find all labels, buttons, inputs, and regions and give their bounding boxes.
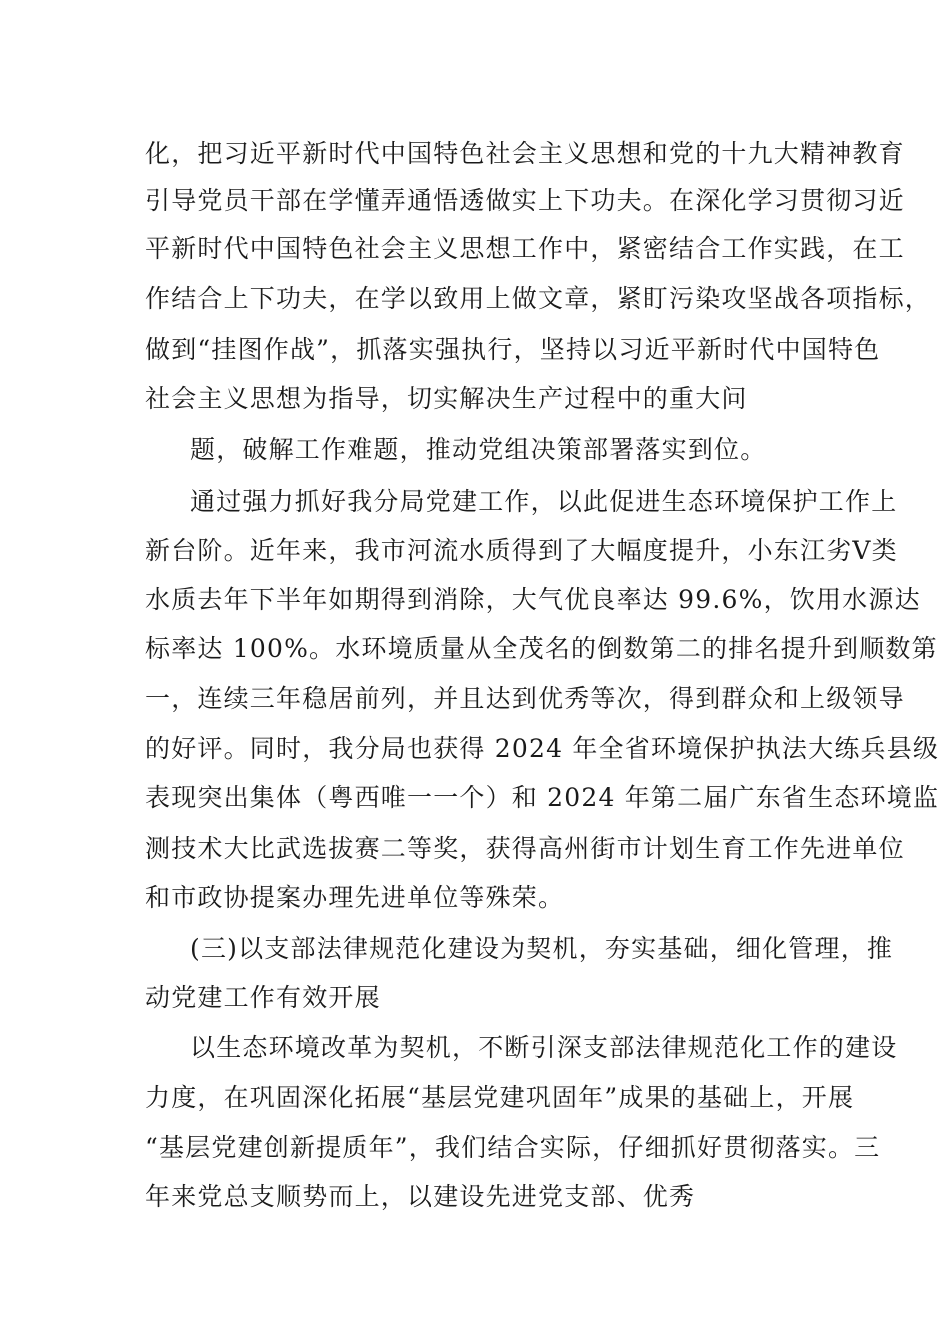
text-line: 年来党总支顺势而上，以建设先进党支部、优秀 <box>145 1182 696 1211</box>
text-line: 标率达 100%。水环境质量从全茂名的倒数第二的排名提升到顺数第 <box>145 634 938 663</box>
text-line: 做到“挂图作战”，抓落实强执行，坚持以习近平新时代中国特色 <box>145 335 881 364</box>
text-line: 通过强力抓好我分局党建工作，以此促进生态环境保护工作上 <box>190 487 898 516</box>
section-heading: 动党建工作有效开展 <box>145 983 381 1012</box>
text-line: 水质去年下半年如期得到消除，大气优良率达 99.6%，饮用水源达 <box>145 585 921 614</box>
text-line: 社会主义思想为指导，切实解决生产过程中的重大问 <box>145 384 748 413</box>
text-line: 力度，在巩固深化拓展“基层党建巩固年”成果的基础上，开展 <box>145 1083 855 1112</box>
text-line: 作结合上下功夫，在学以致用上做文章，紧盯污染攻坚战各项指标， <box>145 284 932 313</box>
text-line: 的好评。同时，我分局也获得 2024 年全省环境保护执法大练兵县级 <box>145 734 940 763</box>
text-line: 测技术大比武选拔赛二等奖，获得高州街市计划生育工作先进单位 <box>145 834 905 863</box>
text-line: 新台阶。近年来，我市河流水质得到了大幅度提升，小东江劣Ⅴ类 <box>145 536 898 565</box>
text-line: 引导党员干部在学懂弄通悟透做实上下功夫。在深化学习贯彻习近 <box>145 186 905 215</box>
text-line: “基层党建创新提质年”，我们结合实际，仔细抓好贯彻落实。三 <box>145 1133 881 1162</box>
text-line: 表现突出集体（粤西唯一一个）和 2024 年第二届广东省生态环境监 <box>145 783 940 812</box>
text-line: 化，把习近平新时代中国特色社会主义思想和党的十九大精神教育 <box>145 139 905 168</box>
text-line: 以生态环境改革为契机，不断引深支部法律规范化工作的建设 <box>190 1033 898 1062</box>
text-line: 题，破解工作难题，推动党组决策部署落实到位。 <box>190 435 767 464</box>
text-line: 一，连续三年稳居前列，并且达到优秀等次，得到群众和上级领导 <box>145 684 905 713</box>
text-line: 平新时代中国特色社会主义思想工作中，紧密结合工作实践，在工 <box>145 234 905 263</box>
section-heading: (三)以支部法律规范化建设为契机，夯实基础，细化管理，推 <box>190 934 894 963</box>
text-line: 和市政协提案办理先进单位等殊荣。 <box>145 883 565 912</box>
